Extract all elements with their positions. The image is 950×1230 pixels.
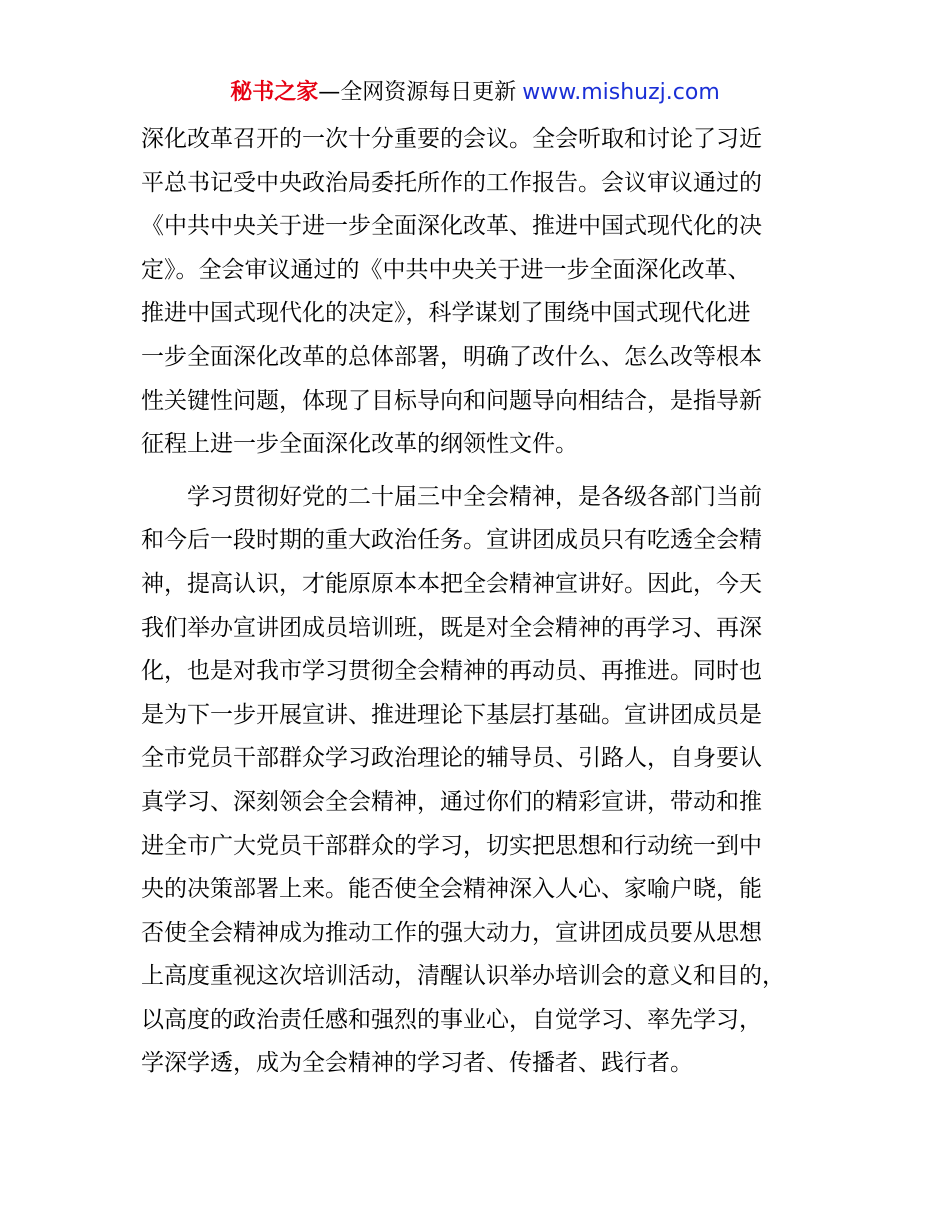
- text-line: 性关键性问题，体现了目标导向和问题导向相结合，是指导新: [141, 387, 762, 414]
- text-line: 化，也是对我市学习贯彻全会精神的再动员、再推进。同时也: [141, 658, 762, 685]
- text-line: 我们举办宣讲团成员培训班，既是对全会精神的再学习、再深: [141, 614, 762, 641]
- page-header: [0, 78, 950, 108]
- text-line: 神，提高认识，才能原原本本把全会精神宣讲好。因此，今天: [141, 570, 762, 597]
- document-body: [141, 118, 841, 1086]
- text-line: 全市党员干部群众学习政治理论的辅导员、引路人，自身要认: [141, 745, 762, 772]
- text-line: 深化改革召开的一次十分重要的会议。全会听取和讨论了习近: [141, 126, 762, 152]
- site-brand: 秘书之家: [230, 80, 319, 105]
- text-line: 定》。全会审议通过的《中共中央关于进一步全面深化改革、: [141, 256, 751, 283]
- text-line: 推进中国式现代化的决定》，科学谋划了围绕中国式现代化进: [141, 300, 751, 327]
- text-line: 进全市广大党员干部群众的学习，切实把思想和行动统一到中: [141, 832, 762, 859]
- site-tagline: —全网资源每日更新: [318, 80, 517, 105]
- text-line: 央的决策部署上来。能否使全会精神深入人心、家喻户晓，能: [141, 876, 762, 903]
- text-line: 《中共中央关于进一步全面深化改革、推进中国式现代化的决: [141, 213, 762, 240]
- text-line: 以高度的政治责任感和强烈的事业心，自觉学习、率先学习，: [141, 1006, 762, 1033]
- paragraph-1: [141, 118, 841, 467]
- text-line: 一步全面深化改革的总体部署，明确了改什么、怎么改等根本: [141, 343, 762, 370]
- text-line: 真学习、深刻领会全会精神，通过你们的精彩宣讲，带动和推: [141, 788, 762, 815]
- text-line: 征程上进一步全面深化改革的纲领性文件。: [141, 431, 578, 458]
- text-line: 平总书记受中央政治局委托所作的工作报告。会议审议通过的: [141, 169, 762, 196]
- text-line: 否使全会精神成为推动工作的强大动力，宣讲团成员要从思想: [141, 919, 762, 946]
- text-line: 是为下一步开展宣讲、推进理论下基层打基础。宣讲团成员是: [141, 701, 762, 728]
- paragraph-2: [141, 476, 841, 1086]
- text-line: 和今后一段时期的重大政治任务。宣讲团成员只有吃透全会精: [141, 527, 762, 554]
- text-line: 上高度重视这次培训活动，清醒认识举办培训会的意义和目的，: [141, 963, 785, 990]
- text-line: 学深学透，成为全会精神的学习者、传播者、践行者。: [141, 1050, 693, 1077]
- paragraph-gap: [141, 467, 841, 476]
- text-line: 学习贯彻好党的二十届三中全会精神，是各级各部门当前: [141, 483, 762, 510]
- site-url[interactable]: www.mishuzj.com: [522, 80, 720, 105]
